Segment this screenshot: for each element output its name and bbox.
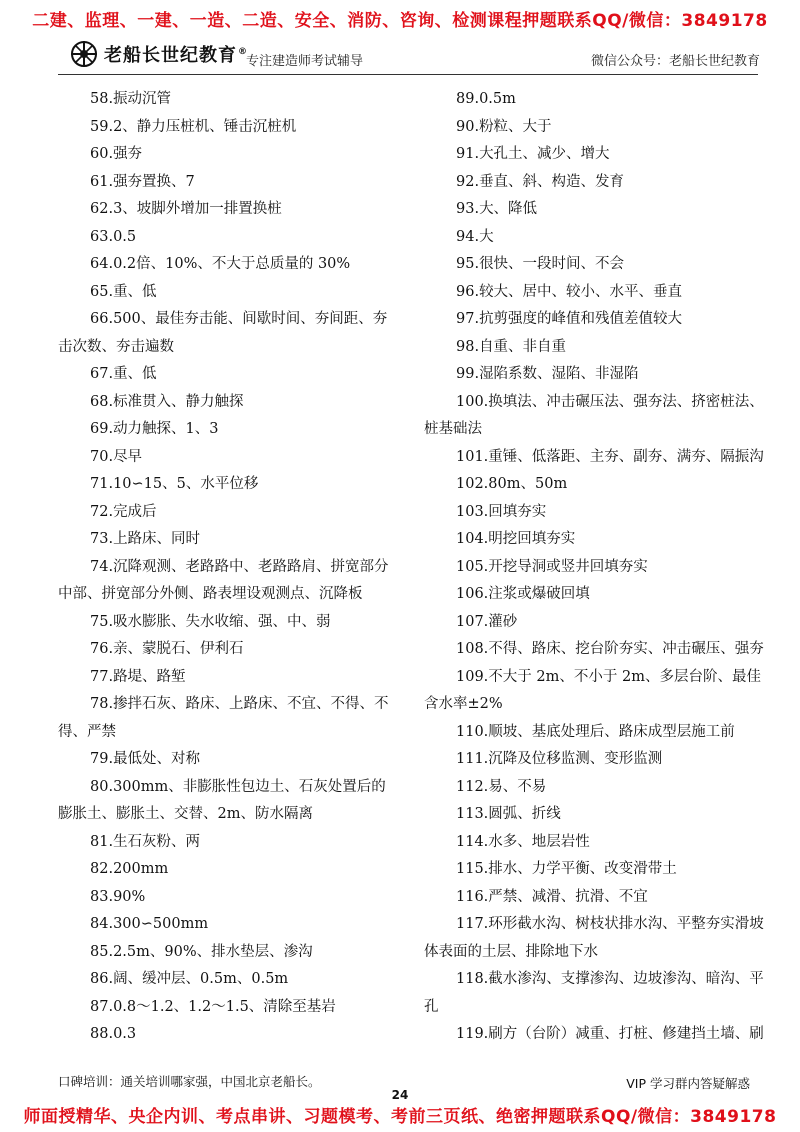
answer-text: 顺坡、基底处理后、路床成型层施工前 [488, 723, 735, 740]
answer-text: 标准贯入、静力触探 [113, 393, 244, 410]
answer-text: 垂直、斜、构造、发育 [479, 173, 625, 190]
answer-number: 74. [90, 558, 114, 575]
answer-item [58, 939, 398, 967]
answer-item [424, 114, 764, 142]
answer-item [58, 966, 398, 994]
answer-item [424, 224, 764, 252]
answer-text: 自重、非自重 [479, 338, 567, 355]
answer-number: 65. [90, 283, 114, 300]
answer-number: 78. [90, 696, 114, 712]
answer-text: 0.5 [113, 228, 137, 245]
answer-number: 81. [90, 833, 114, 850]
answer-number: 108. [456, 641, 489, 657]
answer-text: 200mm [113, 861, 169, 877]
answer-item [424, 829, 764, 857]
answer-number: 67. [90, 366, 114, 382]
answer-number: 68. [90, 393, 114, 410]
answer-item [58, 884, 398, 912]
top-ad-banner: 二建、监理、一建、一造、二造、安全、消防、咨询、检测课程押题联系QQ/微信：3849178 [32, 11, 768, 31]
header-divider [58, 74, 758, 75]
answer-number: 103. [456, 503, 489, 520]
answer-number: 58. [90, 91, 114, 107]
answer-number: 88. [90, 1026, 114, 1042]
answer-number: 93. [456, 201, 480, 217]
answers-left-column [58, 86, 398, 1049]
answer-number: 117. [456, 916, 489, 932]
answer-item [58, 141, 398, 169]
wechat-account: 微信公众号：老船长世纪教育 [590, 54, 760, 69]
answer-item [58, 169, 398, 197]
answer-item [424, 746, 764, 774]
answer-item [424, 609, 764, 637]
answer-number: 119. [456, 1026, 489, 1042]
answer-number: 104. [456, 531, 489, 547]
answer-number: 106. [456, 586, 489, 602]
answer-text: 上路床、同时 [113, 531, 201, 547]
answer-text: 尽早 [113, 448, 143, 465]
answer-item [58, 746, 398, 774]
answer-number: 69. [90, 421, 114, 437]
answer-number: 71. [90, 476, 114, 492]
answer-number: 114. [456, 833, 489, 850]
answer-item [58, 389, 398, 417]
answer-item [58, 86, 398, 114]
answer-text: 不大于 2m、不小于 2m、多层台阶、最佳含水率±2% [424, 668, 761, 712]
answer-text: 易、不易 [488, 778, 547, 795]
answer-text: 完成后 [113, 503, 157, 520]
answer-item [58, 994, 398, 1022]
answer-number: 100. [456, 393, 489, 410]
answer-text: 动力触探、1、3 [113, 421, 219, 437]
answer-item [424, 86, 764, 114]
answer-text: 阔、缓冲层、0.5m、0.5m [113, 971, 289, 987]
answer-item [58, 609, 398, 637]
answer-item [58, 306, 398, 361]
answer-text: 路堤、路堑 [113, 668, 186, 685]
answer-text: 掺拌石灰、路床、上路床、不宜、不得、不得、严禁 [58, 696, 389, 740]
answer-item [424, 279, 764, 307]
answer-item [58, 224, 398, 252]
answer-item [58, 114, 398, 142]
ship-wheel-icon [70, 40, 98, 68]
answers-right-column [424, 86, 764, 1049]
answer-number: 77. [90, 668, 114, 685]
answer-text: 10∽15、5、水平位移 [113, 476, 259, 492]
answer-item [58, 251, 398, 279]
answer-item [424, 361, 764, 389]
answer-text: 明挖回填夯实 [488, 531, 576, 547]
answer-item [58, 444, 398, 472]
answer-text: 大 [479, 228, 494, 245]
answer-item [424, 499, 764, 527]
page-header [0, 38, 800, 74]
answer-item [424, 911, 764, 966]
answer-item [58, 471, 398, 499]
answer-item [424, 196, 764, 224]
answer-number: 63. [90, 228, 114, 245]
answer-number: 116. [456, 888, 489, 905]
answer-text: 很快、一段时间、不会 [479, 256, 625, 272]
answer-number: 101. [456, 448, 489, 465]
answer-item [58, 774, 398, 829]
bottom-ad-banner: 师面授精华、央企内训、考点串讲、习题模考、考前三页纸、绝密押题联系QQ/微信：3849178 [23, 1107, 777, 1127]
answer-text: 90% [113, 888, 146, 905]
answer-text: 抗剪强度的峰值和残值差值较大 [479, 311, 683, 327]
answer-item [424, 884, 764, 912]
footer-slogan: 口碑培训：通关培训哪家强，中国北京老船长。 [58, 1074, 321, 1089]
answer-text: 圆弧、折线 [488, 806, 561, 822]
answer-text: 严禁、减滑、抗滑、不宜 [488, 888, 648, 905]
answer-number: 94. [456, 228, 480, 245]
answer-number: 79. [90, 751, 114, 767]
answer-text: 灌砂 [488, 613, 518, 630]
answer-text: 沉降观测、老路路中、老路路肩、拼宽部分中部、拼宽部分外侧、路表埋设观测点、沉降板 [58, 558, 389, 602]
answer-item [58, 911, 398, 939]
answer-number: 66. [90, 311, 114, 327]
answer-number: 90. [456, 118, 480, 135]
answer-text: 截水渗沟、支撑渗沟、边坡渗沟、暗沟、平孔 [424, 971, 764, 1015]
answer-item [424, 554, 764, 582]
answer-text: 重、低 [113, 283, 157, 300]
answer-text: 粉粒、大于 [479, 118, 552, 135]
answer-text: 较大、居中、较小、水平、垂直 [479, 283, 683, 300]
answer-text: 开挖导洞或竖井回填夯实 [488, 558, 648, 575]
answer-number: 72. [90, 503, 114, 520]
answer-text: 最低处、对称 [113, 751, 201, 767]
answer-text: 湿陷系数、湿陷、非湿陷 [479, 366, 639, 382]
answer-item [58, 554, 398, 609]
answer-number: 82. [90, 861, 114, 877]
answer-text: 2.5m、90%、排水垫层、渗沟 [113, 943, 313, 960]
answer-number: 110. [456, 723, 489, 740]
answer-text: 强夯 [113, 146, 143, 162]
answer-number: 91. [456, 146, 480, 162]
answer-number: 75. [90, 613, 114, 630]
answer-item [58, 691, 398, 746]
answer-number: 60. [90, 146, 114, 162]
answer-number: 99. [456, 366, 480, 382]
answer-item [58, 196, 398, 224]
answer-text: 0.2倍、10%、不大于总质量的 30% [113, 256, 351, 272]
answer-text: 不得、路床、挖台阶夯实、冲击碾压、强夯 [488, 641, 764, 657]
answer-number: 89. [456, 91, 480, 107]
answer-number: 105. [456, 558, 489, 575]
answer-text: 环形截水沟、树枝状排水沟、平整夯实滑坡体表面的土层、排除地下水 [424, 916, 764, 960]
answer-text: 大孔土、减少、增大 [479, 146, 610, 162]
answer-item [424, 581, 764, 609]
answer-text: 0.5m [479, 91, 516, 107]
answer-text: 回填夯实 [488, 503, 547, 520]
answer-number: 80. [90, 778, 114, 795]
footer-note: VIP 学习群内答疑解惑 [626, 1076, 750, 1091]
answer-item [58, 1021, 398, 1049]
answer-number: 86. [90, 971, 114, 987]
answer-number: 73. [90, 531, 114, 547]
answer-item [58, 829, 398, 857]
answer-number: 96. [456, 283, 480, 300]
page-number: 24 [391, 1088, 409, 1102]
answer-item [424, 334, 764, 362]
answer-item [58, 856, 398, 884]
answer-item [424, 1021, 764, 1049]
answer-item [424, 664, 764, 719]
answer-number: 102. [456, 476, 489, 492]
logo [70, 40, 248, 68]
answer-item [424, 389, 764, 444]
answer-item [424, 856, 764, 884]
answer-number: 113. [456, 806, 489, 822]
answer-text: 0.3 [113, 1026, 137, 1042]
answer-text: 重、低 [113, 366, 157, 382]
answer-number: 76. [90, 641, 114, 657]
answer-item [424, 141, 764, 169]
answer-item [424, 251, 764, 279]
answer-number: 83. [90, 888, 114, 905]
answer-text: 刷方（台阶）减重、打桩、修建挡土墙、刷 [488, 1026, 764, 1042]
answer-text: 吸水膨胀、失水收缩、强、中、弱 [113, 613, 331, 630]
answer-item [58, 636, 398, 664]
answer-number: 92. [456, 173, 480, 190]
answer-number: 112. [456, 778, 489, 795]
answer-item [424, 966, 764, 1021]
answer-text: 强夯置换、7 [113, 173, 195, 190]
answer-number: 115. [456, 861, 489, 877]
answer-number: 98. [456, 338, 480, 355]
answer-number: 118. [456, 971, 489, 987]
answer-text: 500、最佳夯击能、间歇时间、夯间距、夯击次数、夯击遍数 [58, 311, 388, 355]
answer-item [424, 774, 764, 802]
answer-number: 111. [456, 751, 489, 767]
answer-item [58, 664, 398, 692]
answer-number: 97. [456, 311, 480, 327]
answer-text: 注浆或爆破回填 [488, 586, 590, 602]
answer-item [58, 416, 398, 444]
answer-item [58, 361, 398, 389]
answer-number: 87. [90, 998, 114, 1015]
answer-number: 84. [90, 916, 114, 932]
answer-number: 107. [456, 613, 489, 630]
answer-item [424, 306, 764, 334]
answer-text: 3、坡脚外增加一排置换桩 [113, 201, 282, 217]
answer-item [424, 801, 764, 829]
answer-item [424, 471, 764, 499]
answer-number: 59. [90, 118, 114, 135]
answer-text: 换填法、冲击碾压法、强夯法、挤密桩法、桩基础法 [424, 393, 764, 437]
answer-number: 62. [90, 201, 114, 217]
answer-text: 大、降低 [479, 201, 538, 217]
answer-item [424, 719, 764, 747]
answer-text: 0.8～1.2、1.2～1.5、清除至基岩 [113, 998, 336, 1015]
answer-text: 生石灰粉、两 [113, 833, 201, 850]
answer-text: 沉降及位移监测、变形监测 [488, 751, 663, 767]
answer-item [58, 526, 398, 554]
answer-text: 排水、力学平衡、改变滑带土 [488, 861, 677, 877]
answer-item [424, 526, 764, 554]
answer-item [58, 279, 398, 307]
answer-number: 64. [90, 256, 114, 272]
answer-item [424, 169, 764, 197]
answer-text: 水多、地层岩性 [488, 833, 590, 850]
answer-text: 300∽500mm [113, 916, 209, 932]
brand-name: 老船长世纪教育® [104, 45, 248, 66]
answer-text: 亲、蒙脱石、伊利石 [113, 641, 244, 657]
answer-item [424, 444, 764, 472]
answer-item [58, 499, 398, 527]
answer-text: 振动沉管 [113, 91, 172, 107]
slogan: 专注建造师考试辅导 [246, 54, 364, 69]
answer-item [424, 636, 764, 664]
answer-text: 2、静力压桩机、锤击沉桩机 [113, 118, 297, 135]
answer-number: 70. [90, 448, 114, 465]
answer-text: 300mm、非膨胀性包边土、石灰处置后的膨胀土、膨胀土、交替、2m、防水隔离 [58, 778, 386, 822]
answer-text: 80m、50m [488, 476, 568, 492]
answer-number: 85. [90, 943, 114, 960]
answer-number: 61. [90, 173, 114, 190]
answer-text: 重锤、低落距、主夯、副夯、满夯、隔振沟 [488, 448, 764, 465]
answer-number: 95. [456, 256, 480, 272]
answer-number: 109. [456, 668, 489, 685]
